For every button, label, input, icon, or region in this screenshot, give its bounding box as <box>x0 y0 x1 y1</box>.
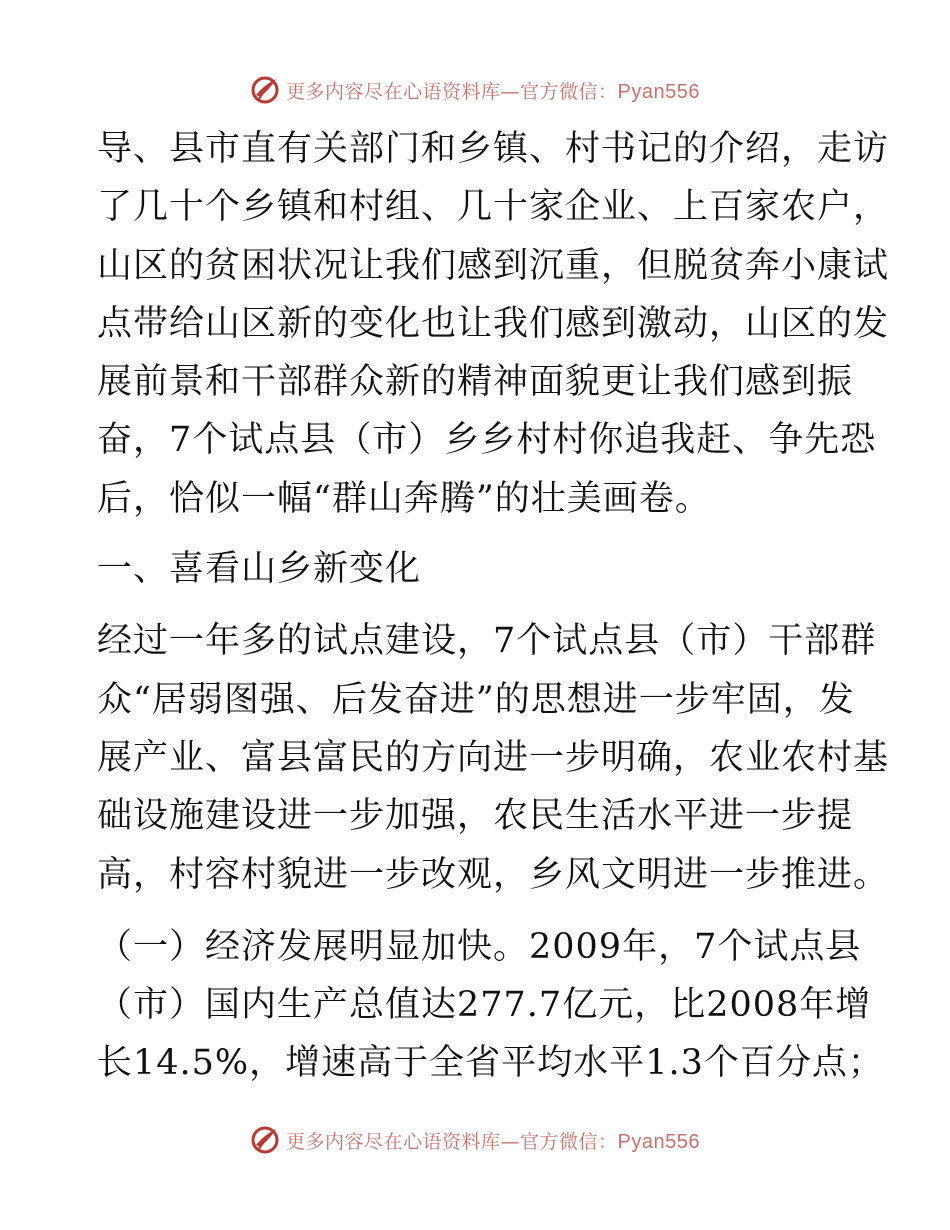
red-quill-logo-icon <box>250 75 280 105</box>
text-line: 展前景和干部群众新的精神面貌更让我们感到振 <box>97 362 854 403</box>
footer-watermark <box>0 1118 950 1162</box>
document-body <box>97 120 890 1093</box>
text-line: 了几十个乡镇和村组、几十家企业、上百家农户， <box>97 187 890 228</box>
text-line: 奋，7个试点县（市）乡乡村村你追我赶、争先恐 <box>97 420 877 461</box>
text-line: （市）国内生产总值达277.7亿元，比2008年增 <box>97 985 872 1026</box>
text-line: 后，恰似一幅“群山奔腾”的壮美画卷。 <box>97 478 711 519</box>
text-line: 导、县市直有关部门和乡镇、村书记的介绍，走访 <box>97 129 890 169</box>
header-watermark <box>0 68 950 112</box>
text-line: 长14.5%，增速高于全省平均水平1.3个百分点； <box>97 1043 884 1084</box>
paragraph-1 <box>97 120 890 528</box>
text-line: 经过一年多的试点建设，7个试点县（市）干部群 <box>97 621 877 662</box>
paragraph-2 <box>97 612 890 903</box>
text-line: （一）经济发展明显加快。2009年，7个试点县 <box>97 926 862 967</box>
text-line: 高，村容村貌进一步改观，乡风文明进一步推进。 <box>97 854 890 895</box>
text-line: 础设施建设进一步加强，农民生活水平进一步提 <box>97 796 854 837</box>
text-line: 展产业、富县富民的方向进一步明确，农业农村基 <box>97 737 890 778</box>
text-line: 山区的贫困状况让我们感到沉重，但脱贫奔小康试 <box>97 245 890 286</box>
section-heading: 一、喜看山乡新变化 <box>97 549 422 590</box>
red-quill-logo-icon <box>250 1125 280 1155</box>
paragraph-3 <box>97 918 884 1093</box>
text-line: 点带给山区新的变化也让我们感到激动，山区的发 <box>97 303 890 344</box>
watermark-text: 更多内容尽在心语资料库—官方微信：Pyan556 <box>286 80 700 103</box>
watermark-text: 更多内容尽在心语资料库—官方微信：Pyan556 <box>286 1130 700 1153</box>
text-line: 众“居弱图强、后发奋进”的思想进一步牢固，发 <box>97 679 855 720</box>
